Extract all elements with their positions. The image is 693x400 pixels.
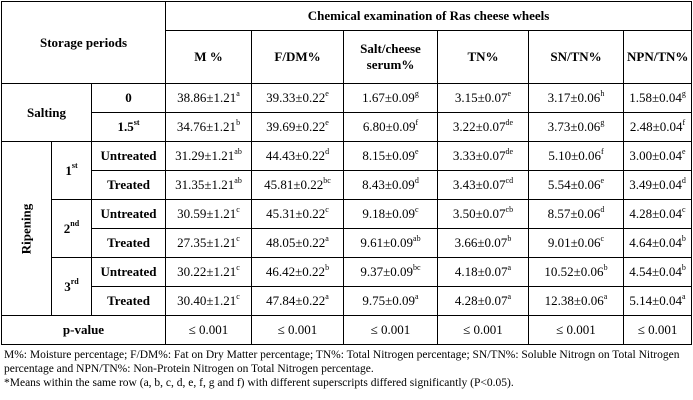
data-cell: [166, 171, 252, 200]
data-cell: [438, 113, 529, 142]
period-suffix: rd: [70, 277, 79, 287]
cell-value: 48.05±0.22: [266, 235, 326, 250]
footnotes: [4, 348, 690, 390]
data-cell: [438, 142, 529, 171]
col-header-moisture: M %: [166, 31, 252, 84]
data-cell: [166, 200, 252, 229]
significance-letter: a: [236, 88, 240, 98]
significance-letter: g: [600, 117, 605, 127]
col-header-salt-line2: serum%: [366, 57, 415, 72]
treatment-label: Treated: [92, 171, 166, 200]
data-cell: [252, 142, 344, 171]
significance-letter: b: [236, 117, 241, 127]
data-cell: [624, 258, 692, 287]
significance-letter: cb: [505, 204, 514, 214]
data-cell: [624, 287, 692, 316]
data-cell: [438, 200, 529, 229]
cell-value: 5.14±0.04: [629, 293, 683, 308]
cell-value: 31.29±1.21: [175, 148, 235, 163]
data-cell: [166, 258, 252, 287]
data-cell: [166, 84, 252, 113]
cell-value: 12.38±0.06: [544, 293, 604, 308]
col-header-sntn: SN/TN%: [529, 31, 624, 84]
col-header-tn: TN%: [438, 31, 529, 84]
cell-value: 34.76±1.21: [176, 119, 237, 134]
data-cell: [344, 84, 438, 113]
period-number: 1.5: [117, 119, 134, 134]
data-cell: [252, 200, 344, 229]
cell-value: 3.33±0.07: [452, 148, 506, 163]
data-cell: [529, 142, 624, 171]
significance-letter: c: [325, 204, 329, 214]
cell-value: 5.54±0.06: [547, 177, 601, 192]
pvalue-cell: ≤ 0.001: [624, 316, 692, 345]
period-number: 2: [63, 220, 71, 236]
significance-letter: a: [507, 291, 512, 301]
significance-letter: c: [236, 291, 240, 301]
data-cell: [624, 84, 692, 113]
data-cell: [529, 171, 624, 200]
significance-letter: c: [236, 204, 240, 214]
pvalue-row: [2, 316, 692, 345]
significance-letter: g: [681, 88, 686, 98]
cell-value: 30.22±1.21: [177, 264, 237, 279]
cell-value: 6.80±0.09: [362, 119, 416, 134]
significance-letter: de: [505, 146, 514, 156]
cell-value: 8.57±0.06: [547, 206, 601, 221]
treatment-label: Treated: [92, 229, 166, 258]
significance-letter: a: [325, 233, 329, 243]
significance-letter: b: [681, 233, 686, 243]
data-cell: [529, 287, 624, 316]
significance-letter: c: [415, 204, 419, 214]
cell-value: 45.31±0.22: [266, 206, 326, 221]
data-cell: [252, 113, 344, 142]
significance-letter: c: [682, 204, 686, 214]
significance-letter: b: [507, 233, 512, 243]
ripening-period: [52, 258, 92, 316]
period-suffix: st: [133, 117, 140, 127]
cell-value: 4.28±0.07: [454, 293, 508, 308]
data-cell: [529, 113, 624, 142]
significance-letter: ab: [234, 146, 242, 156]
salting-label: Salting: [2, 84, 92, 142]
significance-letter: a: [603, 291, 608, 301]
pvalue-label: p-value: [2, 316, 166, 345]
cell-value: 4.18±0.07: [454, 264, 508, 279]
ripening-row: [2, 200, 692, 229]
data-cell: [438, 287, 529, 316]
period-suffix: st: [71, 161, 78, 171]
significance-letter: c: [236, 233, 240, 243]
cell-value: 3.73±0.06: [547, 119, 601, 134]
cell-value: 3.17±0.06: [547, 90, 601, 105]
salting-period: [92, 113, 166, 142]
significance-letter: e: [415, 146, 419, 156]
significance-letter: b: [325, 262, 330, 272]
significance-letter: ab: [234, 175, 242, 185]
significance-letter: c: [236, 262, 240, 272]
significance-letter: ab: [413, 233, 421, 243]
cell-value: 2.48±0.04: [629, 119, 683, 134]
salting-period: [92, 84, 166, 113]
cell-value: 3.43±0.07: [452, 177, 506, 192]
data-cell: [624, 171, 692, 200]
data-cell: [252, 258, 344, 287]
cell-value: 9.61±0.09: [360, 235, 414, 250]
data-cell: [529, 200, 624, 229]
significance-note: *Means within the same row (a, b, c, d, e, f, g and f) with different superscripts differed significantly (P<0.05).: [4, 377, 514, 389]
cell-value: 9.37±0.09: [360, 264, 414, 279]
significance-letter: bc: [413, 262, 421, 272]
significance-letter: e: [507, 88, 512, 98]
data-cell: [252, 287, 344, 316]
ripening-label: Ripening: [18, 203, 34, 254]
cell-value: 10.52±0.06: [544, 264, 604, 279]
significance-letter: d: [414, 175, 419, 185]
significance-letter: a: [325, 291, 329, 301]
data-cell: [624, 200, 692, 229]
ripening-label-cell: [2, 142, 52, 316]
cell-value: 30.40±1.21: [177, 293, 237, 308]
cell-value: 4.54±0.04: [629, 264, 682, 279]
col-header-salt: [344, 31, 438, 84]
cell-value: 27.35±1.21: [177, 235, 237, 250]
data-cell: [529, 258, 624, 287]
significance-letter: a: [507, 262, 512, 272]
pvalue-cell: ≤ 0.001: [438, 316, 529, 345]
data-cell: [624, 142, 692, 171]
ripening-row: [2, 142, 692, 171]
significance-letter: f: [682, 117, 686, 127]
abbreviation-note: M%: Moisture percentage; F/DM%: Fat on Dry Matter percentage; TN%: Total Nitrogen percentage; SN/TN%: Soluble Nitrogn on Total Nitrogen percentage and NPN/TN%: Non-Protein Nitrogen on Total Nitrogen percentage.: [4, 349, 680, 375]
storage-periods-header: Storage periods: [2, 2, 166, 84]
salting-row: [2, 84, 692, 113]
pvalue-cell: ≤ 0.001: [252, 316, 344, 345]
cell-value: 9.18±0.09: [362, 206, 416, 221]
cell-value: 39.33±0.22: [266, 90, 326, 105]
significance-letter: de: [505, 117, 514, 127]
data-cell: [166, 142, 252, 171]
cell-value: 47.84±0.22: [266, 293, 326, 308]
cell-value: 30.59±1.21: [177, 206, 237, 221]
data-cell: [252, 84, 344, 113]
data-cell: [166, 113, 252, 142]
significance-letter: cd: [505, 175, 514, 185]
data-cell: [344, 171, 438, 200]
significance-letter: e: [600, 175, 605, 185]
significance-letter: g: [414, 88, 419, 98]
cell-value: 8.15±0.09: [362, 148, 416, 163]
cell-value: 3.49±0.04: [629, 177, 682, 192]
data-cell: [438, 229, 529, 258]
header-row-1: [2, 2, 692, 31]
significance-letter: b: [681, 262, 686, 272]
data-cell: [344, 200, 438, 229]
data-cell: [344, 287, 438, 316]
significance-letter: a: [415, 291, 419, 301]
data-cell: [624, 113, 692, 142]
cell-value: 3.15±0.07: [454, 90, 508, 105]
significance-letter: a: [682, 291, 686, 301]
cell-value: 3.22±0.07: [452, 119, 506, 134]
col-header-fdm: F/DM%: [252, 31, 344, 84]
cell-value: 1.67±0.09: [362, 90, 415, 105]
significance-letter: d: [325, 146, 330, 156]
treatment-label: Untreated: [92, 200, 166, 229]
cell-value: 9.75±0.09: [362, 293, 416, 308]
cell-value: 44.43±0.22: [265, 148, 326, 163]
data-cell: [344, 258, 438, 287]
data-cell: [438, 171, 529, 200]
data-cell: [438, 258, 529, 287]
data-cell: [529, 229, 624, 258]
period-number: 0: [125, 90, 132, 105]
pvalue-cell: ≤ 0.001: [344, 316, 438, 345]
data-cell: [166, 287, 252, 316]
data-cell: [344, 229, 438, 258]
group-title-header: Chemical examination of Ras cheese wheels: [166, 2, 692, 31]
cell-value: 3.00±0.04: [629, 148, 683, 163]
ripening-row: [2, 287, 692, 316]
period-number: 1: [65, 162, 72, 178]
significance-letter: h: [600, 88, 605, 98]
data-cell: [344, 142, 438, 171]
treatment-label: Untreated: [92, 258, 166, 287]
cell-value: 31.35±1.21: [175, 177, 235, 192]
cell-value: 46.42±0.22: [265, 264, 326, 279]
chemical-examination-table: [1, 1, 692, 345]
ripening-row: [2, 171, 692, 200]
cell-value: 8.43±0.09: [362, 177, 415, 192]
cell-value: 39.69±0.22: [266, 119, 326, 134]
significance-letter: d: [681, 175, 686, 185]
significance-letter: f: [600, 146, 604, 156]
ripening-period: [52, 200, 92, 258]
data-cell: [344, 113, 438, 142]
pvalue-cell: ≤ 0.001: [529, 316, 624, 345]
data-cell: [529, 84, 624, 113]
salting-row: [2, 113, 692, 142]
significance-letter: c: [600, 233, 605, 243]
treatment-label: Untreated: [92, 142, 166, 171]
cell-value: 45.81±0.22: [264, 177, 324, 192]
period-number: 3: [64, 278, 71, 294]
ripening-row: [2, 258, 692, 287]
significance-letter: b: [603, 262, 608, 272]
significance-letter: f: [415, 117, 419, 127]
significance-letter: e: [682, 146, 686, 156]
cell-value: 38.86±1.21: [177, 90, 237, 105]
significance-letter: e: [325, 117, 329, 127]
data-cell: [252, 171, 344, 200]
cell-value: 3.66±0.07: [454, 235, 508, 250]
data-cell: [252, 229, 344, 258]
data-cell: [438, 84, 529, 113]
cell-value: 4.64±0.04: [629, 235, 682, 250]
col-header-npntn: NPN/TN%: [624, 31, 692, 84]
treatment-label: Treated: [92, 287, 166, 316]
ripening-period: [52, 142, 92, 200]
cell-value: 1.58±0.04: [629, 90, 682, 105]
cell-value: 4.28±0.04: [629, 206, 683, 221]
significance-letter: bc: [323, 175, 331, 185]
data-cell: [166, 229, 252, 258]
cell-value: 9.01±0.06: [547, 235, 601, 250]
cell-value: 5.10±0.06: [548, 148, 601, 163]
significance-letter: d: [600, 204, 605, 214]
col-header-salt-line1: Salt/cheese: [360, 41, 421, 56]
data-cell: [624, 229, 692, 258]
pvalue-cell: ≤ 0.001: [166, 316, 252, 345]
ripening-row: [2, 229, 692, 258]
cell-value: 3.50±0.07: [452, 206, 506, 221]
significance-letter: e: [325, 88, 329, 98]
period-suffix: nd: [70, 219, 80, 229]
